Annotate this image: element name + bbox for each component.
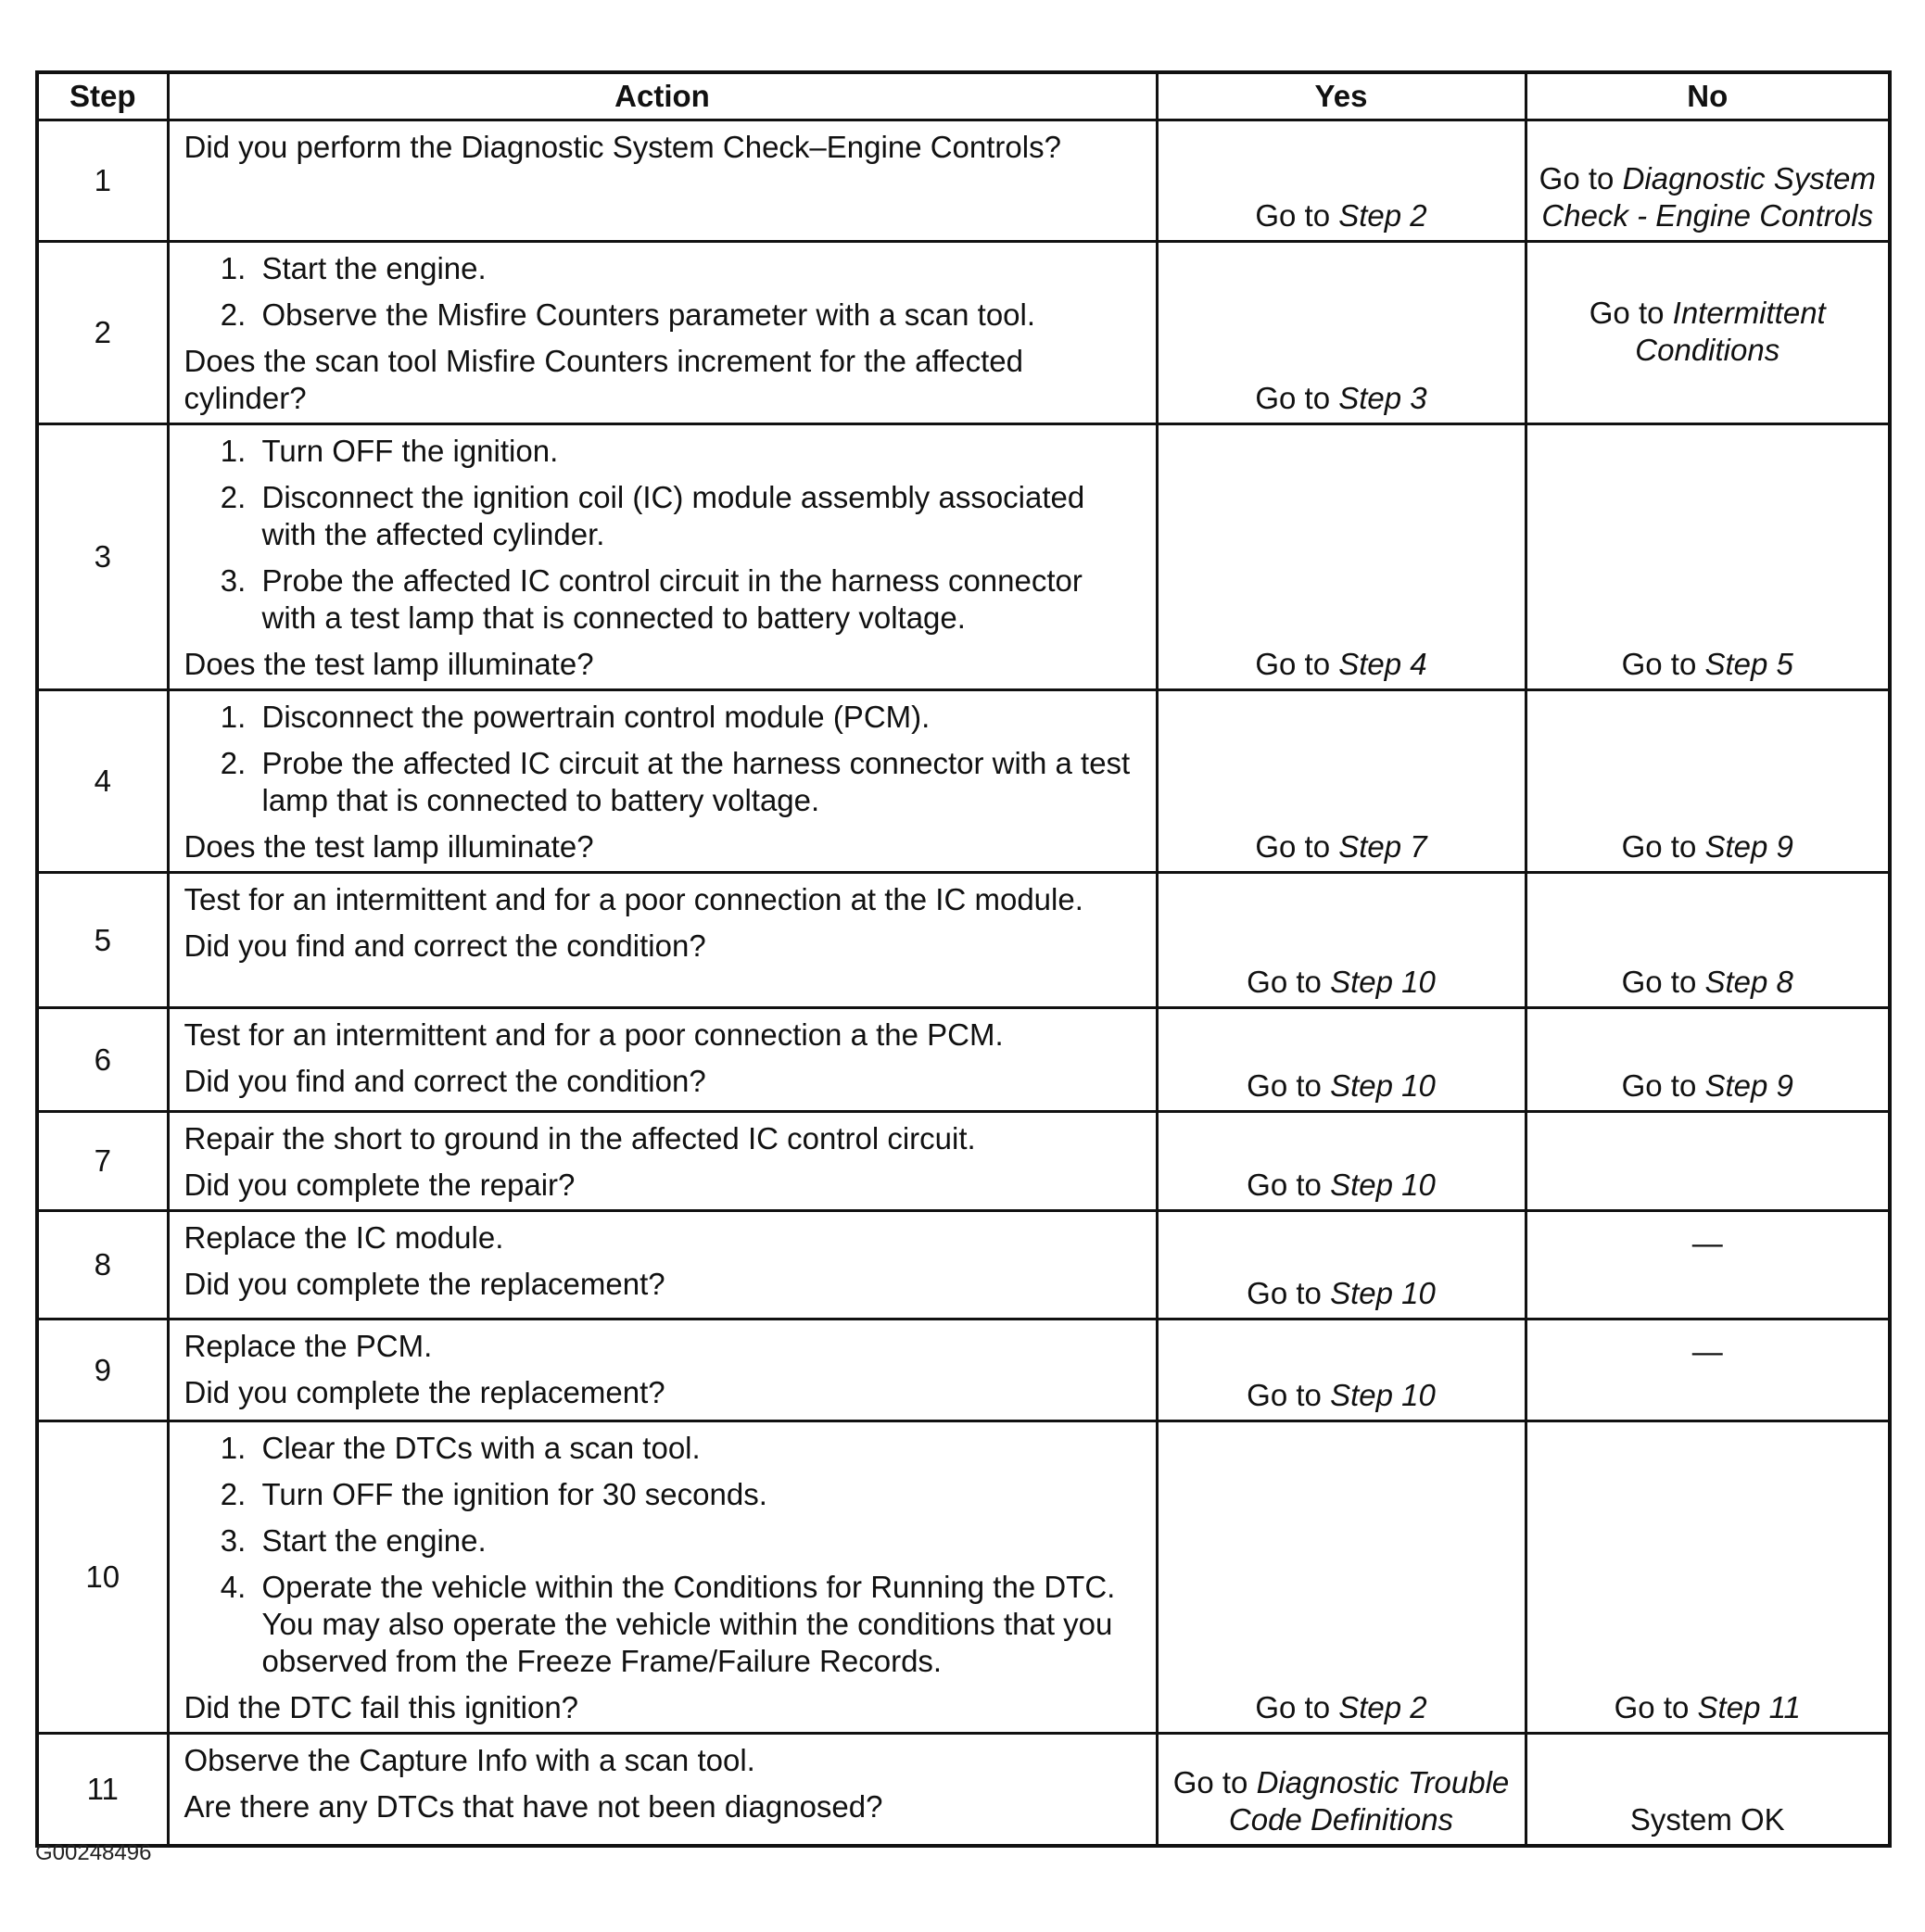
no-result [1526, 120, 1890, 242]
yes-result [1157, 120, 1526, 242]
action-text: Replace the PCM. [184, 1329, 433, 1363]
no-prefix: Go to [1621, 1068, 1705, 1103]
action-step-item: 1. Turn OFF the ignition. [255, 433, 1143, 470]
yes-result [1157, 1008, 1526, 1112]
figure-id: G00248496 [35, 1840, 152, 1865]
table-row [37, 120, 1890, 242]
table-row [37, 1211, 1890, 1320]
action-text: Observe the Capture Info with a scan tool. [184, 1743, 755, 1777]
step-number: 2 [37, 242, 168, 424]
yes-prefix: Go to [1255, 198, 1339, 233]
step-number: 1 [37, 120, 168, 242]
no-result [1526, 1320, 1890, 1421]
no-prefix: Go to [1621, 965, 1705, 999]
action-cell [168, 1211, 1157, 1320]
yes-prefix: Go to [1247, 1068, 1331, 1103]
action-text: Did you perform the Diagnostic System Check–Engine Controls? [184, 130, 1061, 164]
header-action: Action [168, 72, 1157, 120]
yes-prefix: Go to [1255, 829, 1339, 864]
action-question: Did the DTC fail this ignition? [184, 1690, 579, 1724]
table-body [37, 120, 1890, 1846]
step-number: 3 [37, 424, 168, 690]
action-text: Repair the short to ground in the affected IC control circuit. [184, 1121, 976, 1155]
diagnostic-table [35, 70, 1892, 1848]
table-row [37, 873, 1890, 1008]
header-no: No [1526, 72, 1890, 120]
action-step-item: 1. Disconnect the powertrain control module (PCM). [255, 699, 1143, 736]
yes-prefix: Go to [1247, 1168, 1331, 1202]
table-row [37, 1008, 1890, 1112]
yes-reference: Step 10 [1330, 965, 1436, 999]
action-step-item: 2. Turn OFF the ignition for 30 seconds. [255, 1476, 1143, 1513]
yes-prefix: Go to [1247, 965, 1331, 999]
action-question: Did you complete the repair? [184, 1168, 576, 1202]
yes-prefix: Go to [1255, 647, 1339, 681]
action-cell [168, 1421, 1157, 1734]
no-reference: Step 9 [1704, 829, 1793, 864]
step-number: 5 [37, 873, 168, 1008]
step-number: 6 [37, 1008, 168, 1112]
yes-reference: Step 10 [1330, 1168, 1436, 1202]
action-cell [168, 1320, 1157, 1421]
no-reference: Intermittent Conditions [1635, 296, 1826, 367]
table-row [37, 1734, 1890, 1846]
yes-prefix: Go to [1247, 1378, 1331, 1412]
no-result [1526, 1112, 1890, 1211]
no-prefix: Go to [1621, 647, 1705, 681]
no-reference: Step 9 [1704, 1068, 1793, 1103]
action-question: Does the scan tool Misfire Counters increment for the affected cylinder? [184, 344, 1024, 415]
header-row [37, 72, 1890, 120]
action-cell [168, 1112, 1157, 1211]
table-row [37, 1320, 1890, 1421]
action-text: Test for an intermittent and for a poor connection a the PCM. [184, 1017, 1004, 1052]
action-text: Test for an intermittent and for a poor connection at the IC module. [184, 882, 1083, 916]
yes-prefix: Go to [1172, 1764, 1257, 1799]
table-row [37, 242, 1890, 424]
yes-reference: Step 2 [1338, 1690, 1427, 1724]
action-question: Did you find and correct the condition? [184, 928, 706, 963]
action-step-item: 1. Start the engine. [255, 250, 1143, 287]
yes-reference: Step 7 [1338, 829, 1427, 864]
yes-prefix: Go to [1255, 1690, 1339, 1724]
action-cell [168, 690, 1157, 873]
yes-result [1157, 242, 1526, 424]
no-result [1526, 690, 1890, 873]
yes-result [1157, 1211, 1526, 1320]
no-result [1526, 1734, 1890, 1846]
yes-result [1157, 690, 1526, 873]
yes-prefix: Go to [1247, 1276, 1331, 1310]
action-cell [168, 1734, 1157, 1846]
yes-result [1157, 1112, 1526, 1211]
no-reference: Step 8 [1704, 965, 1793, 999]
table-row [37, 690, 1890, 873]
table-row [37, 424, 1890, 690]
action-step-item: 3. Probe the affected IC control circuit in the harness connector with a test lamp that is connected to battery voltage. [255, 562, 1143, 637]
no-prefix: Go to [1539, 161, 1623, 196]
step-number: 9 [37, 1320, 168, 1421]
no-reference: Step 11 [1697, 1690, 1801, 1724]
yes-result [1157, 1734, 1526, 1846]
no-reference: Diagnostic System Check - Engine Controls [1541, 161, 1876, 233]
action-step-item: 2. Probe the affected IC circuit at the harness connector with a test lamp that is connected to battery voltage. [255, 745, 1143, 819]
no-prefix: System OK [1629, 1801, 1785, 1837]
action-cell [168, 242, 1157, 424]
no-result [1526, 424, 1890, 690]
yes-reference: Step 10 [1330, 1378, 1436, 1412]
step-number: 11 [37, 1734, 168, 1846]
action-question: Are there any DTCs that have not been diagnosed? [184, 1789, 883, 1824]
yes-reference: Step 3 [1338, 381, 1427, 415]
action-question: Does the test lamp illuminate? [184, 829, 594, 864]
no-prefix: Go to [1621, 829, 1705, 864]
action-question: Did you find and correct the condition? [184, 1064, 706, 1098]
step-number: 4 [37, 690, 168, 873]
yes-reference: Step 2 [1338, 198, 1427, 233]
yes-reference: Diagnostic Trouble Code Definitions [1228, 1764, 1510, 1837]
yes-result [1157, 1320, 1526, 1421]
action-step-item: 1. Clear the DTCs with a scan tool. [255, 1430, 1143, 1467]
no-result [1526, 1008, 1890, 1112]
yes-reference: Step 4 [1338, 647, 1427, 681]
no-result [1526, 873, 1890, 1008]
no-prefix: Go to [1589, 296, 1673, 330]
table-header [37, 72, 1890, 120]
no-result [1526, 1421, 1890, 1734]
yes-prefix: Go to [1255, 381, 1339, 415]
yes-result [1157, 424, 1526, 690]
action-text: Replace the IC module. [184, 1220, 504, 1255]
header-yes: Yes [1157, 72, 1526, 120]
action-cell [168, 424, 1157, 690]
action-step-item: 4. Operate the vehicle within the Conditions for Running the DTC. You may also operate the vehicle within the conditions that you observed from the Freeze Frame/Failure Records. [255, 1569, 1143, 1680]
yes-result [1157, 1421, 1526, 1734]
action-question: Did you complete the replacement? [184, 1375, 665, 1409]
action-cell [168, 873, 1157, 1008]
no-result [1526, 1211, 1890, 1320]
no-reference: Step 5 [1704, 647, 1793, 681]
action-steps-list [184, 699, 1143, 819]
action-step-item: 2. Disconnect the ignition coil (IC) module assembly associated with the affected cylinder. [255, 479, 1143, 553]
header-step: Step [37, 72, 168, 120]
step-number: 7 [37, 1112, 168, 1211]
action-step-item: 2. Observe the Misfire Counters parameter with a scan tool. [255, 297, 1143, 334]
action-question: Did you complete the replacement? [184, 1267, 665, 1301]
no-prefix: — [1691, 1226, 1723, 1260]
action-question: Does the test lamp illuminate? [184, 647, 594, 681]
action-cell [168, 1008, 1157, 1112]
action-steps-list [184, 1430, 1143, 1680]
yes-reference: Step 10 [1330, 1276, 1436, 1310]
no-result [1526, 242, 1890, 424]
no-prefix: Go to [1614, 1690, 1698, 1724]
table-row [37, 1112, 1890, 1211]
action-steps-list [184, 250, 1143, 334]
action-step-item: 3. Start the engine. [255, 1522, 1143, 1559]
action-steps-list [184, 433, 1143, 637]
step-number: 8 [37, 1211, 168, 1320]
action-cell [168, 120, 1157, 242]
yes-reference: Step 10 [1330, 1068, 1436, 1103]
yes-result [1157, 873, 1526, 1008]
no-prefix: — [1691, 1334, 1723, 1369]
table-row [37, 1421, 1890, 1734]
step-number: 10 [37, 1421, 168, 1734]
